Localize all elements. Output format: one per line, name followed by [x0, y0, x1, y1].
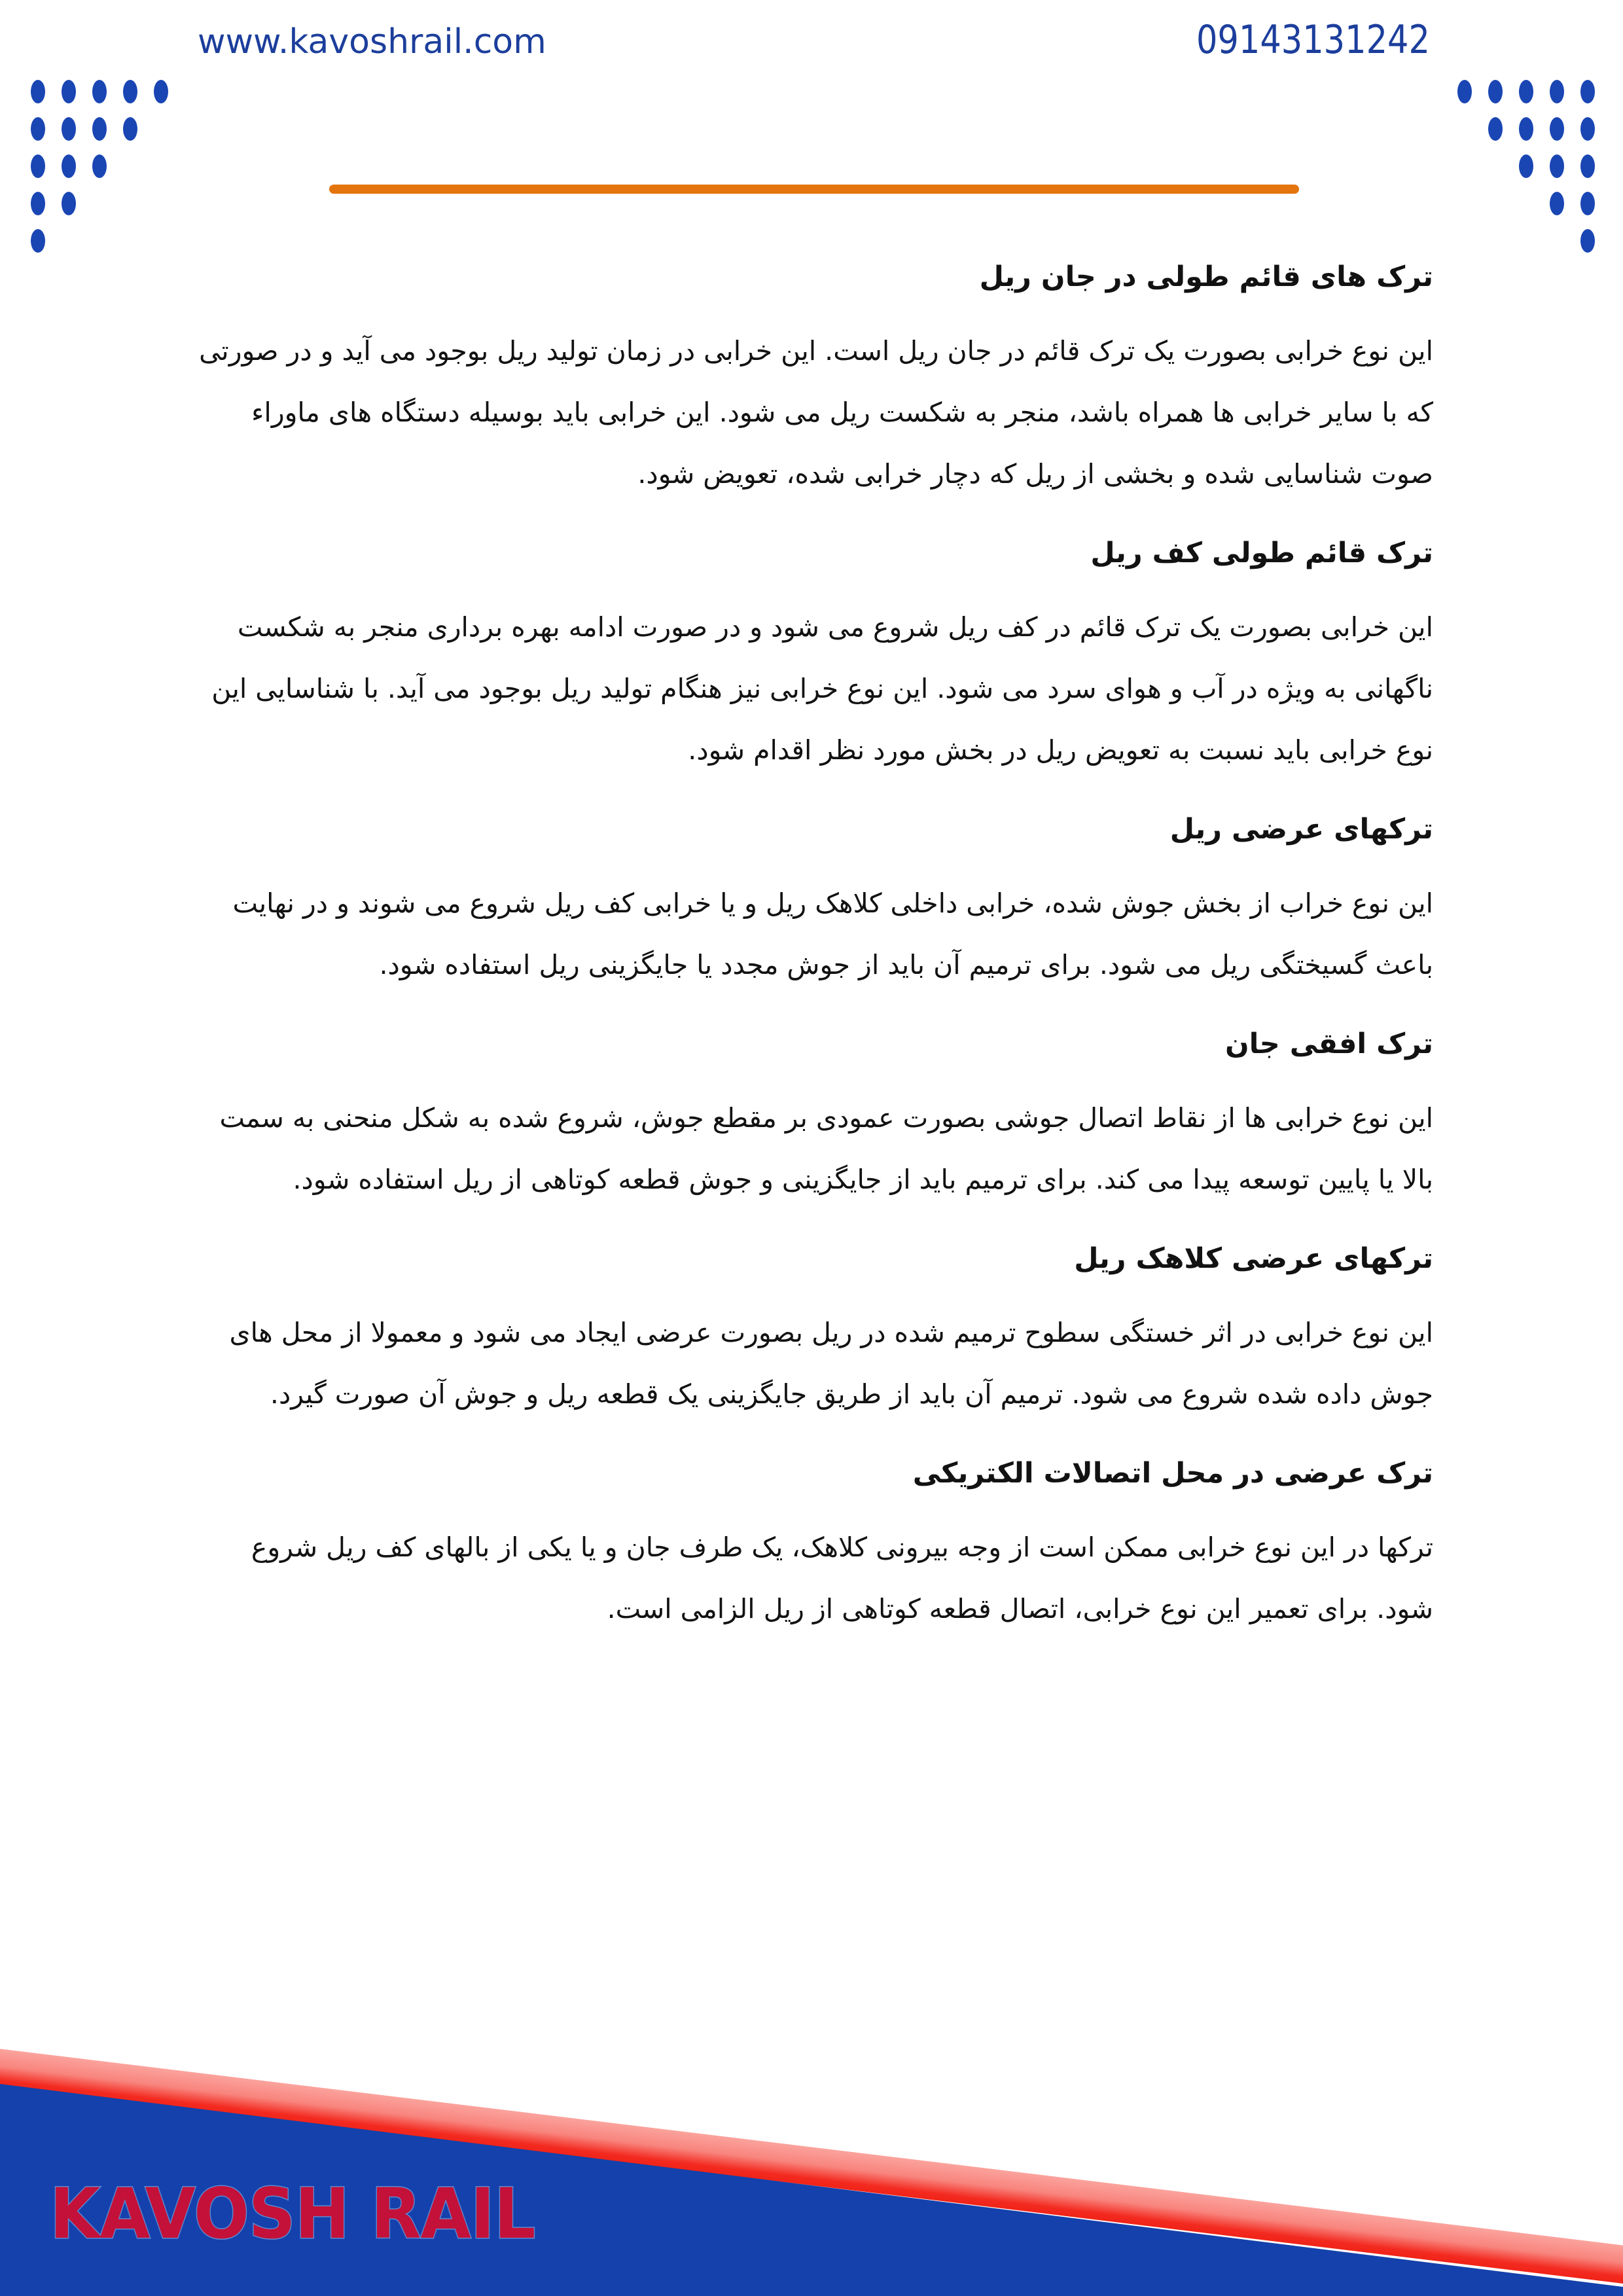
dot: [123, 80, 137, 103]
section-paragraph: این نوع خرابی ها از نقاط اتصال جوشی بصورت عمودی بر مقطع جوش، شروع شده به شکل منحنی به سمت بالا یا پایین توسعه پیدا می کند. برای ترمیم باید از جایگزینی و جوش قطعه کوتاهی از ریل استفاده شود.: [219, 1102, 1433, 1195]
dot-row: [1457, 117, 1595, 141]
section-paragraph: این خرابی بصورت یک ترک قائم در کف ریل شروع می شود و در صورت ادامه بهره برداری منجر به شکست ناگهانی به ویژه در آب و هوای سرد می شود. این نوع خرابی نیز هنگام تولید ریل بوجود می آید. با شناسایی این نوع خرابی باید نسبت به تعویض ریل در بخش مورد نظر اقدام شود.: [211, 611, 1433, 766]
dot: [1519, 80, 1533, 103]
dot-row: [1457, 80, 1595, 103]
phone-number: 09143131242: [1196, 17, 1430, 63]
section-transverse-rail-cracks: [190, 811, 1433, 996]
dot: [62, 154, 76, 178]
dot: [1519, 117, 1533, 141]
section-heading: ترک قائم طولی کف ریل: [1090, 537, 1433, 569]
section-heading: ترک های قائم طولی در جان ریل: [979, 260, 1433, 293]
dot: [92, 154, 107, 178]
section-transverse-crack-electrical-joints: [190, 1455, 1433, 1640]
dot-row: [1457, 154, 1595, 178]
document-body: [190, 228, 1433, 1640]
dot: [123, 117, 137, 141]
section-paragraph: این نوع خراب از بخش جوش شده، خرابی داخلی کلاهک ریل و یا خرابی کف ریل شروع می شوند و در نهایت باعث گسیختگی ریل می شود. برای ترمیم آن باید از جوش مجدد یا جایگزینی ریل استفاده شود.: [232, 888, 1433, 980]
section-paragraph: این نوع خرابی در اثر خستگی سطوح ترمیم شده در ریل بصورت عرضی ایجاد می شود و معمولا از محل های جوش داده شده شروع می شود. ترمیم آن باید از طریق جایگزینی یک قطعه ریل و جوش آن صورت گیرد.: [229, 1317, 1433, 1410]
dot-pattern-right: [1457, 80, 1595, 253]
dot: [1580, 80, 1595, 103]
dot: [31, 154, 45, 178]
dot: [31, 117, 45, 141]
dot: [1550, 154, 1564, 178]
section-vertical-longitudinal-foot-crack: [190, 535, 1433, 781]
dot-row: [31, 154, 168, 178]
dot: [1550, 192, 1564, 215]
dot-row: [1457, 229, 1595, 253]
dot-row: [31, 229, 168, 253]
dot: [1580, 154, 1595, 178]
website-url: www.kavoshrail.com: [198, 22, 546, 62]
dot: [31, 229, 45, 253]
dot: [1457, 80, 1472, 103]
dot: [1550, 117, 1564, 141]
section-heading: ترک افقی جان: [1224, 1028, 1433, 1060]
dot: [31, 80, 45, 103]
orange-divider-line: [329, 185, 1299, 194]
dot: [31, 192, 45, 215]
section-transverse-head-cracks: [190, 1240, 1433, 1425]
section-horizontal-web-crack: [190, 1026, 1433, 1210]
dot: [92, 80, 107, 103]
dot: [62, 117, 76, 141]
brand-logo-text: KAVOSH RAIL: [50, 2174, 535, 2254]
dot: [1580, 192, 1595, 215]
dot: [1580, 229, 1595, 253]
dot: [1580, 117, 1595, 141]
section-heading: ترک عرضی در محل اتصالات الکتریکی: [912, 1457, 1433, 1490]
dot: [154, 80, 168, 103]
dot: [1488, 80, 1503, 103]
dot: [1550, 80, 1564, 103]
dot: [92, 117, 107, 141]
dot: [62, 192, 76, 215]
dot: [1519, 154, 1533, 178]
dot: [1488, 117, 1503, 141]
section-paragraph: ترکها در این نوع خرابی ممکن است از وجه بیرونی کلاهک، یک طرف جان و یا یکی از بالهای کف ریل شروع شود. برای تعمیر این نوع خرابی، اتصال قطعه کوتاهی از ریل الزامی است.: [251, 1532, 1433, 1624]
section-paragraph: این نوع خرابی بصورت یک ترک قائم در جان ریل است. این خرابی در زمان تولید ریل بوجود می آید و در صورتی که با سایر خرابی ها همراه باشد، منجر به شکست ریل می شود. این خرابی باید بوسیله دستگاه های ماوراء صوت شناسایی شده و بخشی از ریل که دچار خرابی شده، تعویض شود.: [199, 335, 1433, 490]
dot-row: [31, 80, 168, 103]
dot-row: [31, 117, 168, 141]
dot-row: [31, 192, 168, 215]
dot-row: [1457, 192, 1595, 215]
section-heading: ترکهای عرضی کلاهک ریل: [1074, 1242, 1433, 1275]
dot-pattern-left: [31, 80, 168, 253]
dot: [62, 80, 76, 103]
section-vertical-longitudinal-web-cracks: [190, 259, 1433, 505]
section-heading: ترکهای عرضی ریل: [1169, 813, 1433, 846]
